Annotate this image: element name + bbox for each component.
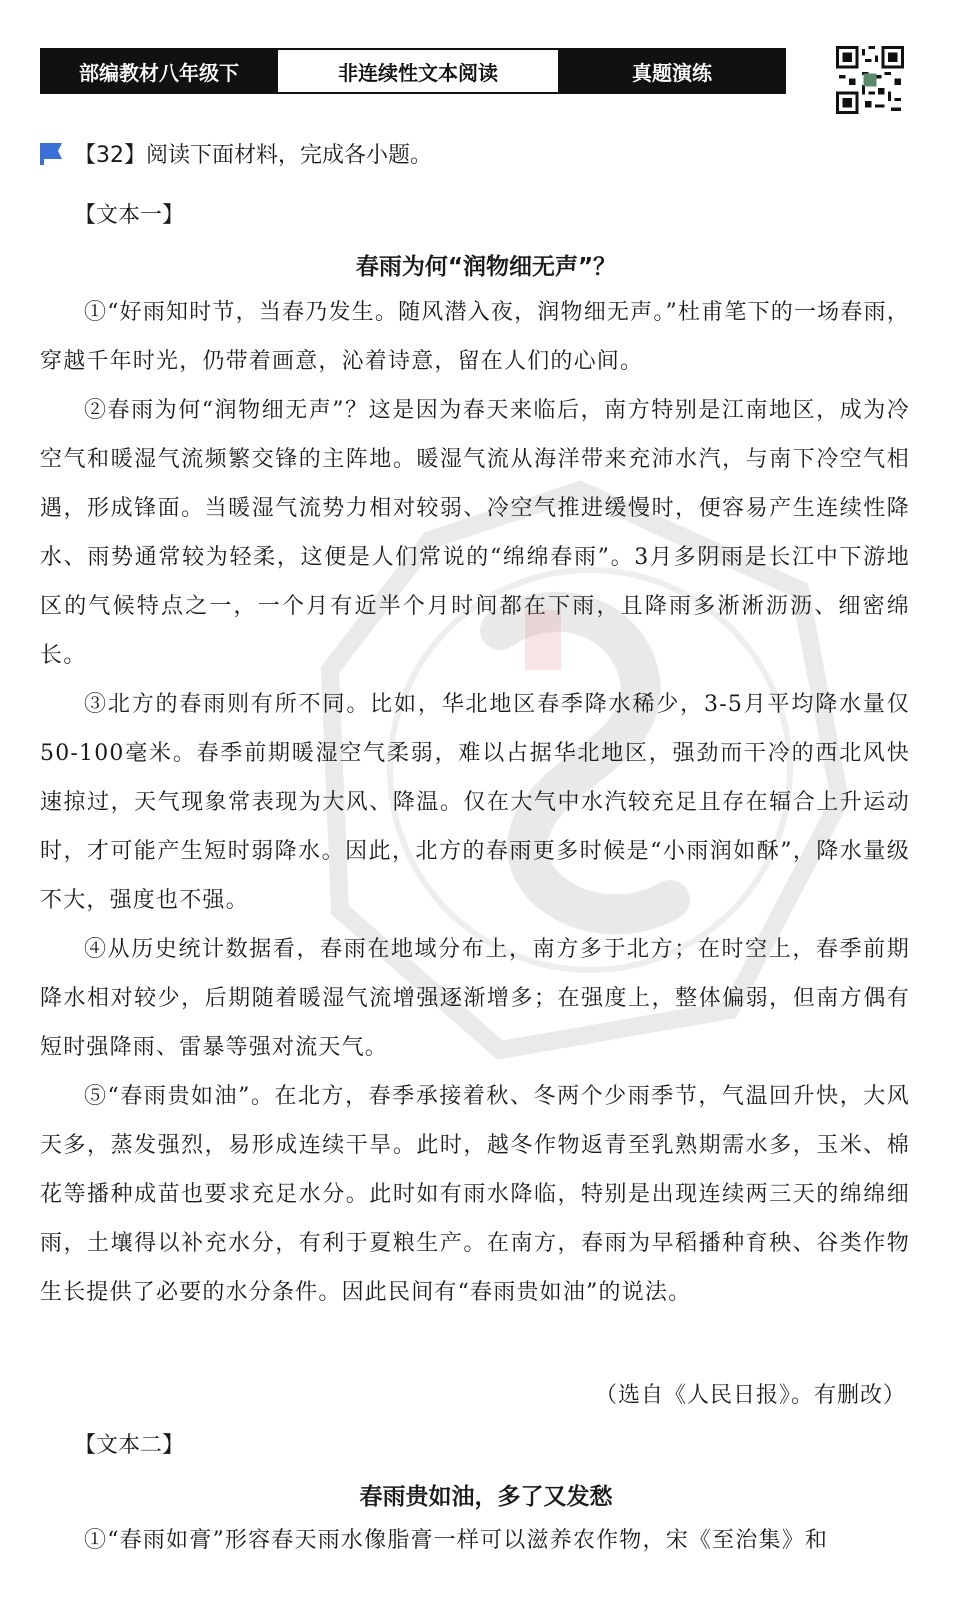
- text1-paragraph: ①“好雨知时节，当春乃发生。随风潜入夜，润物细无声。”杜甫笔下的一场春雨，穿越千年时光，仍带着画意，沁着诗意，留在人们的心间。: [40, 300, 910, 374]
- text1-paragraph: ④从历史统计数据看，春雨在地域分布上，南方多于北方；在时空上，春季前期降水相对较少，后期随着暖湿气流增强逐渐增多；在强度上，整体偏弱，但南方偶有短时强降雨、雷暴等强对流天气。: [40, 937, 910, 1060]
- text1-paragraph: ③北方的春雨则有所不同。比如，华北地区春季降水稀少，3-5月平均降水量仅50-100毫米。春季前期暖湿空气柔弱，难以占据华北地区，强劲而干冷的西北风快速掠过，天气现象常表现为大风、降温。仅在大气中水汽较充足且存在辐合上升运动时，才可能产生短时弱降水。因此，北方的春雨更多时候是“小雨润如酥”，降水量级不大，强度也不强。: [40, 692, 910, 913]
- header-bar: [40, 48, 786, 94]
- question-text: 【32】阅读下面材料，完成各小题。: [74, 143, 432, 168]
- text1-paragraph: ⑤“春雨贵如油”。在北方，春季承接着秋、冬两个少雨季节，气温回升快，大风天多，蒸发强烈，易形成连续干旱。此时，越冬作物返青至乳熟期需水多，玉米、棉花等播种成苗也要求充足水分。此时如有雨水降临，特别是出现连续两三天的绵绵细雨，土壤得以补充水分，有利于夏粮生产。在南方，春雨为早稻播种育秧、谷类作物生长提供了必要的水分条件。因此民间有“春雨贵如油”的说法。: [40, 1084, 910, 1305]
- question-prompt: [38, 138, 918, 169]
- text1-paragraph: ②春雨为何“润物细无声”？这是因为春天来临后，南方特别是江南地区，成为冷空气和暖湿气流频繁交锋的主阵地。暖湿气流从海洋带来充沛水汽，与南下冷空气相遇，形成锋面。当暖湿气流势力相对较弱、冷空气推进缓慢时，便容易产生连续性降水、雨势通常较为轻柔，这便是人们常说的“绵绵春雨”。3月多阴雨是长江中下游地区的气候特点之一，一个月有近半个月时间都在下雨，且降雨多淅淅沥沥、细密绵长。: [40, 398, 910, 668]
- text1-label: 【文本一】: [74, 203, 185, 228]
- flag-icon: [38, 141, 68, 167]
- header-topic: 非连续性文本阅读: [276, 50, 560, 92]
- header-grade: 部编教材八年级下: [42, 50, 276, 92]
- text2-label: 【文本二】: [74, 1433, 185, 1458]
- source-citation: （选自《人民日报》。有删改）: [594, 1383, 906, 1408]
- text1-title: 春雨为何“润物细无声”？: [355, 254, 617, 280]
- qr-code-icon: [836, 46, 904, 114]
- text2-title: 春雨贵如油，多了又发愁: [359, 1484, 613, 1510]
- text2-paragraph: ①“春雨如膏”形容春天雨水像脂膏一样可以滋养农作物，宋《至治集》和: [84, 1528, 829, 1553]
- header-section: 真题演练: [560, 50, 784, 92]
